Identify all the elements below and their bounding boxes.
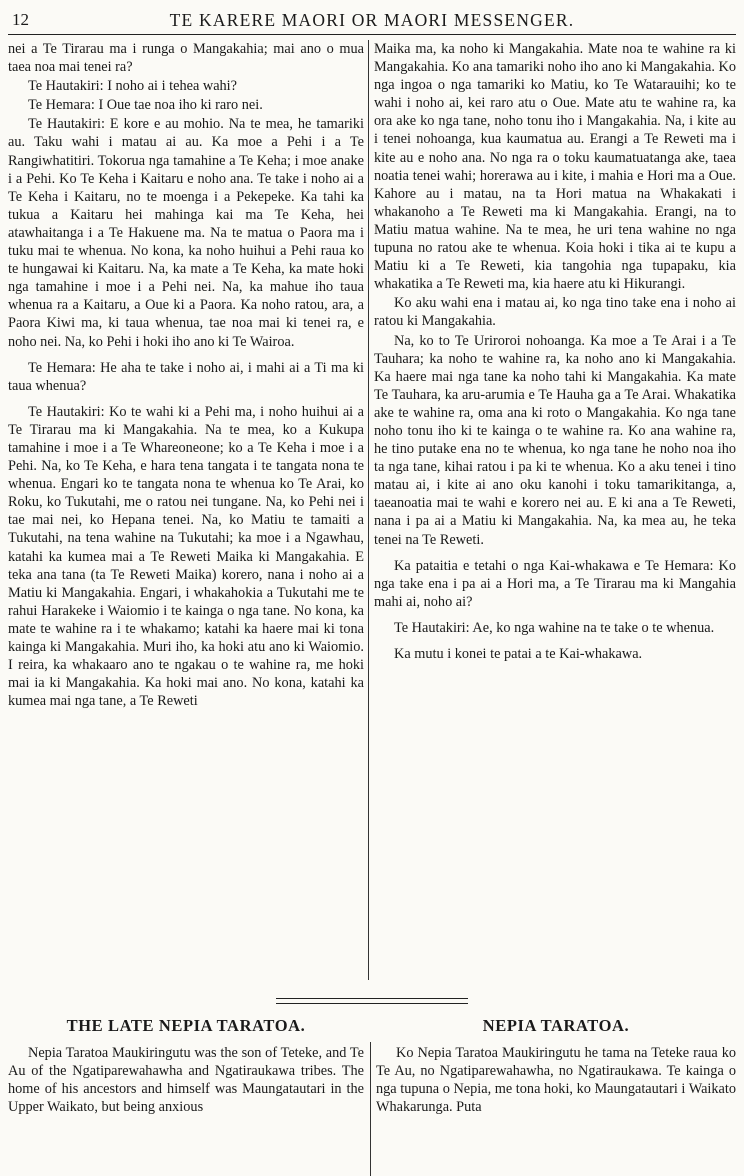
left-paragraph: nei a Te Tirarau ma i runga o Mangakahia; mai ano o mua taea noa mai tenei ra? — [8, 41, 364, 76]
english-article — [8, 1016, 364, 1176]
maori-article-title: NEPIA TARATOA. — [482, 1016, 630, 1035]
two-column-body — [8, 40, 736, 980]
section-separator-rule — [276, 1003, 468, 1004]
column-divider — [368, 40, 369, 980]
masthead-title: TE KARERE MAORI OR MAORI MESSENGER. — [169, 10, 575, 30]
left-column — [8, 40, 364, 980]
english-article-title: THE LATE NEPIA TARATOA. — [66, 1016, 306, 1035]
left-paragraph: Te Hautakiri: Ko te wahi ki a Pehi ma, i noho huihui ai a Te Tirarau ma ki Mangakahia. Na te mea, ko a Kukupa tamahine i moe i a Te Whareoneone; ko a Te Keha i moe i a Pehi. Na, ko Te Keha, e hara tena tangata i te tangata nona te whenua. Engari ko te tangata nona te whenua ko Te Arai, ko Roku, ko Tukutahi, me o ratou nei tungane. Na, ko Pehi nei i tae mai nei, ko Hepana tenei. Na, ko Matiu te tamaiti a Tukutahi, na tena wahine na Tukutahi; ka moe i a Ngawhau, katahi ka kumea mai a Te Reweti Maika ki Mangakahia. E teka ana tana (ta Te Reweti Maika) korero, nana i noho ai a Matiu ki Mangakahia. Engari, i whakahokia a Tukutahi me te rahui Harakeke i Waiomio i te kainga o nga tane. No kona, ka mate te wahine ra i te whakamo; katahi ka haere mai ki tona kainga ki Mangakahia. Muri iho, ka hoki atu ano ki Waiomio. I reira, ka whakaaro ano te ngakau o te wahine ra, me hoki mai ia ki Mangakahia. Ka hoki mai ano. No kona, katahi ka kumea mai nga tane, a Te Reweti — [8, 403, 364, 710]
left-paragraph: Te Hemara: He aha te take i noho ai, i mahi ai a Ti ma ki taua whenua? — [8, 359, 364, 394]
maori-article — [376, 1016, 736, 1176]
right-paragraph: Maika ma, ka noho ki Mangakahia. Mate noa te wahine ra ki Mangakahia. Ko ana tamariki noho iho ano ki Mangakahia. Ko nga ingoa o nga tamariki ko Matiu, ko Te Watarauihi; ko te wahi i noho ai, kei raro atu o Oue. Mate atu te wahine ra, ka ora ake ko nga tane, noho tonu iho i Mangakahia. Na, i kite au i tenei nohoanga, kua kaumatua au. Erangi a Te Reweti ma i kite au e noho ana. No nga ra o toku kaumatuatanga ake, taea noatia tenei wahi; horerawa au i kite, i mahia e Hori ma a Oue. Kahore au i matau, na ta Hori matua na Whakakati i whakanoho a Te Reweti ma ki Mangakahia. Erangi, na to Matiu matua wahine. Na te mea, he uri tena wahine no nga tupuna no ratou ake te whenua. Koia hoki i tika ai te kupu a Matiu ki a Te Reweti, kia tangohia nga tupapaku, kia whakatika a Te Reweti ma, kia haere atu ki Hikurangi. — [374, 41, 736, 293]
right-paragraph: Na, ko to Te Uriroroi nohoanga. Ka moe a Te Arai i a Te Tauhara; ka noho te wahine ra, ka noho ano ki Mangakahia. Ka haere mai nga tane ka noho tahi ki Mangakahia. Ka mate Te Tauhara, ka aru-arumia e Te Hauha ga a Te Arai. Whakatika ake te wahine ra, oma ana ki roto o Mangakahia. Ko nga tane noho tonu iho ki te kainga o te wahine ra. Ko ana wahine ra, he tino putake ena no te whenua, ko nga tane he noho noa iho ta nga tane, kihai ratou i pa ki te whenua. Ko a aku tenei i tino matau ai, i kite ai ano oku kanohi i toku tamarikitanga, a, taeanoatia mai te wahi e korero nei au. E ki ana a Te Reweti, nana i pa ai a Matiu ki Mangakahia. Na, ka mea au, he teka tenei na Te Reweti. — [374, 332, 736, 548]
left-paragraph: Te Hautakiri: E kore e au mohio. Na te mea, he tamariki au. Taku wahi i matau ai au. Ka moe a Pehi i a Te Rangiwhatitiri. Tokorua nga tamahine a Te Keha; i moe anake i a Pehi. Ko Te Keha i Kaitaru e noho ana. Te take i noho ai a Te Keha i Kaitaru, no te moenga i a Pekepeke. Ka tahi ka tukua a Kaitaru hei mahinga kai ma Te Keha, hei atawhaitanga i a Te Hakuene ma. Na te matua o Paora ma i tuku mai te whenua. No kona, ka noho huihui a Pehi raua ko te hungawai ki Kaitaru. Na, ka mate a Te Keha, ka mate hoki nga tamahine i moe i a Pehi nei. Na, ka mahue iho taua whenua ra a Kaitaru, a Oue ki a Paora. Ka noho ratou, ara, a Paora Kiwi ma, ki taua whenua, tae noa mai ki tenei ra, e noho nei. Na, ko Pehi i hoki iho ano ki Te Wairoa. — [8, 116, 364, 350]
left-paragraph: Te Hemara: I Oue tae noa iho ki raro nei. — [28, 97, 263, 114]
english-article-text: Nepia Taratoa Maukiringutu was the son of Teteke, and Te Au of the Ngatiparewahawha and Ngatiraukawa tribes. The home of his ancestors and himself was Maungatautari in the Upper Waikato, but being anxious — [8, 1045, 364, 1116]
page-number: 12 — [12, 10, 29, 29]
right-paragraph: Ko aku wahi ena i matau ai, ko nga tino take ena i noho ai ratou ki Mangakahia. — [374, 295, 736, 330]
obituary-section — [8, 1016, 736, 1176]
right-paragraph: Te Hautakiri: Ae, ko nga wahine na te take o te whenua. — [394, 619, 715, 636]
article-column-divider — [370, 1042, 371, 1176]
section-separator-rule — [276, 998, 468, 999]
maori-article-text: Ko Nepia Taratoa Maukiringutu he tama na Teteke raua ko Te Au, no Ngatiparewahawha, no Ngatiraukawa. Te kainga o nga tupuna o Nepia, me tona hoki, ko Maungatautari i Waikato Whakarunga. Puta — [376, 1045, 736, 1116]
right-paragraph: Ka mutu i konei te patai a te Kai-whakawa. — [394, 646, 643, 662]
page-header — [8, 4, 736, 35]
left-paragraph: Te Hautakiri: I noho ai i tehea wahi? — [28, 78, 238, 95]
right-column — [374, 40, 736, 980]
right-paragraph: Ka pataitia e tetahi o nga Kai-whakawa e Te Hemara: Ko nga take ena i pa ai a Hori ma, a Te Tirarau ma ki Mangahia mahi ai, noho ai? — [374, 557, 736, 610]
